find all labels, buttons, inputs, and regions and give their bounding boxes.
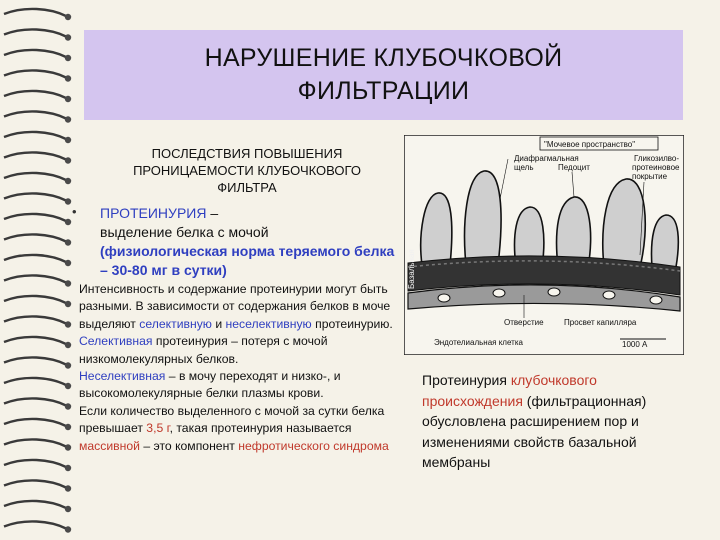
binding-ring [4,275,66,282]
fenestra [493,289,505,297]
bullet-marker: • [72,204,77,219]
body-p4-text-b: , такая протеинурия называется [169,421,352,436]
selective-term: Селективная [79,334,153,349]
body-p4-text-c: – это компонент [139,438,239,453]
fenestra [548,288,560,296]
binding-hole [65,526,71,532]
right-note-highlight: клубочкового происхождения [422,372,597,409]
binding-ring [4,50,66,57]
label-lumen: Просвет капилляра [564,318,637,327]
binding-ring [4,111,66,118]
binding-hole [65,280,71,286]
binding-hole [65,198,71,204]
subheading [92,145,402,196]
binding-hole [65,178,71,184]
nonselective-term: Неселективная [79,369,166,384]
bullet-dash: – [206,205,219,221]
body-p1-text: Интенсивность и содержание протеинурии могут быть разными. В зависимости от содержания белков в моче выделяют [79,282,391,331]
binding-hole [65,383,71,389]
subheading-line-1: ПОСЛЕДСТВИЯ ПОВЫШЕНИЯ [151,146,343,161]
binding-ring [4,214,66,221]
title-line-2: ФИЛЬТРАЦИИ [297,77,470,105]
binding-ring [4,193,66,200]
binding-hole [65,485,71,491]
title-box [84,30,683,120]
binding-hole [65,34,71,40]
binding-ring [4,316,66,323]
label-urinary-space: "Мочевое пространство" [544,140,636,149]
binding-ring [4,378,66,385]
body-paragraph-2 [79,333,409,368]
right-note-a: Протеинурия [422,372,511,388]
binding-ring [4,337,66,344]
bullet-term: ПРОТЕИНУРИЯ [100,205,207,221]
binding-ring [4,234,66,241]
right-note [422,370,682,473]
title-line-1: НАРУШЕНИЕ КЛУБОЧКОВОЙ [204,44,563,72]
fenestra [650,296,662,304]
binding-ring [4,398,66,405]
label-slit-1: Диафрагмальная [514,154,579,163]
binding-hole [65,444,71,450]
binding-hole [65,14,71,20]
binding-hole [65,96,71,102]
glomerular-filter-illustration [404,135,684,355]
binding-hole [65,157,71,163]
nephrotic-syndrome-term: нефротического синдрома [238,438,389,453]
binding-ring [4,132,66,139]
bullet-definition: выделение белка с мочой [100,224,269,240]
body-p3-text: – в мочу переходят и низко-, и высокомолекулярные белки плазмы крови. [79,369,341,401]
binding-ring [4,419,66,426]
right-note-c: (фильтрационная) обусловлена расширением пор и изменениями свойств базальной мембраны [422,392,647,470]
binding-hole [65,55,71,61]
binding-ring [4,152,66,159]
binding-ring [4,296,66,303]
binding-ring [4,9,66,16]
binding-ring [4,91,66,98]
label-glyco-3: покрытие [632,172,668,181]
body-text [79,281,409,455]
binding-ring [4,439,66,446]
body-paragraph-4 [79,403,409,455]
bullet-text [100,204,400,280]
binding-hole [65,301,71,307]
body-p1-end: протеинурию. [311,316,393,331]
binding-ring [4,357,66,364]
binding-ring [4,70,66,77]
label-glyco-2: протеиновое [632,163,680,172]
binding-hole [65,116,71,122]
binding-ring [4,480,66,487]
spiral-binding [0,0,80,540]
binding-hole [65,75,71,81]
label-podocyte: Педоцит [558,163,590,172]
label-slit-2: щель [514,163,534,172]
label-hole: Отверстие [504,318,544,327]
binding-ring [4,173,66,180]
label-endothelial: Эндотелиальная клетка [434,338,523,347]
threshold-value: 3,5 г [146,421,170,436]
binding-hole [65,465,71,471]
binding-ring [4,29,66,36]
subheading-line-3: ФИЛЬТРА [217,180,277,195]
body-p4-text: Если количество выделенного с мочой за сутки белка превышает [79,403,385,436]
binding-hole [65,137,71,143]
selective-term-inline: селективную [139,316,212,331]
binding-hole [65,260,71,266]
body-paragraph-3 [79,368,409,403]
massive-term: массивной [79,438,140,453]
binding-hole [65,239,71,245]
binding-ring [4,460,66,467]
nonselective-term-inline: неселективную [225,316,312,331]
bullet-norm: (физиологическая норма теряемого белка – 30-80 мг в сутки) [100,243,395,278]
label-glyco-1: Гликозилво- [634,154,680,163]
body-p1-and: и [211,316,226,331]
binding-hole [65,362,71,368]
body-p2-text: протеинурия – потеря с мочой низкомолекулярных белков. [79,334,328,366]
binding-hole [65,506,71,512]
fenestra [438,294,450,302]
fenestra [603,291,615,299]
binding-ring [4,521,66,528]
label-scale: 1000 А [622,340,648,349]
label-membrane-1: Базальная [407,249,416,289]
binding-ring [4,255,66,262]
binding-hole [65,321,71,327]
binding-hole [65,219,71,225]
body-paragraph-1 [79,281,409,333]
binding-ring [4,501,66,508]
binding-hole [65,403,71,409]
binding-hole [65,424,71,430]
binding-hole [65,342,71,348]
subheading-line-2: ПРОНИЦАЕМОСТИ КЛУБОЧКОВОГО [133,163,361,178]
